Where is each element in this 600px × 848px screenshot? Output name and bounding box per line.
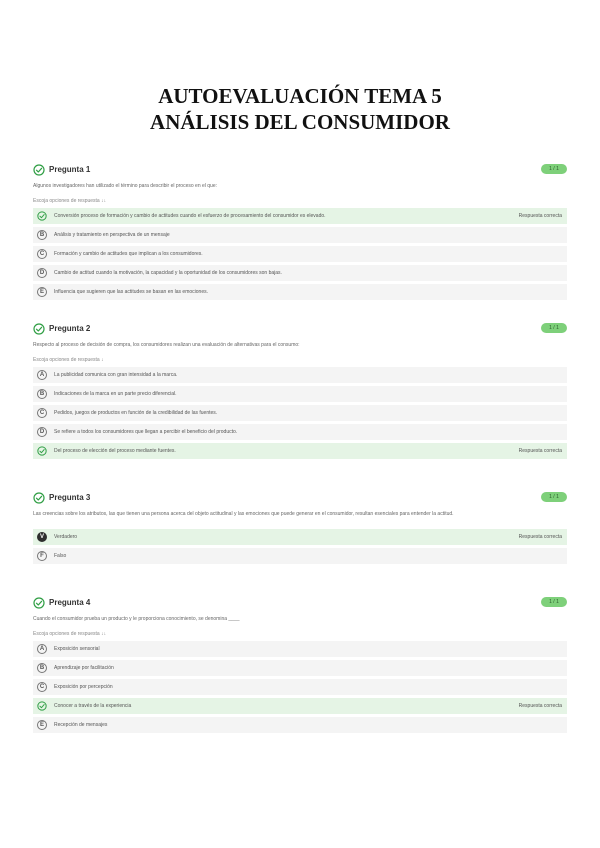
- title-line-1: AUTOEVALUACIÓN TEMA 5: [158, 84, 442, 108]
- option-text: Influencia que sugieren que las actitudes se basan en las emociones.: [54, 289, 208, 295]
- option-text: Verdadero: [54, 534, 78, 540]
- question-text: Algunos investigadores han utilizado el término para describir el proceso en el que:: [33, 183, 217, 189]
- question-4: [33, 597, 567, 736]
- question-label: Pregunta 4: [49, 598, 91, 607]
- score-badge: 1 / 1: [541, 597, 567, 607]
- answer-option[interactable]: [33, 208, 567, 224]
- question-header: [33, 597, 567, 611]
- document-title: [0, 83, 600, 135]
- correct-answer-tag: Respuesta correcta: [518, 448, 562, 454]
- options-list: [33, 529, 567, 564]
- option-letter: C: [37, 682, 47, 692]
- option-text: Se refiere a todos los consumidores que llegan a percibir el beneficio del producto.: [54, 429, 238, 435]
- question-header: [33, 164, 567, 178]
- answer-option[interactable]: [33, 405, 567, 421]
- option-text: Cambio de actitud cuando la motivación, la capacidad y la oportunidad de los consumidores son bajas.: [54, 270, 282, 276]
- option-letter: B: [37, 389, 47, 399]
- score-badge: 1 / 1: [541, 164, 567, 174]
- option-text: Exposición por percepción: [54, 684, 113, 690]
- question-label: Pregunta 2: [49, 324, 91, 333]
- option-text: Indicaciones de la marca en un parte precio diferencial.: [54, 391, 177, 397]
- answer-option[interactable]: [33, 660, 567, 676]
- options-list: [33, 641, 567, 733]
- answer-option[interactable]: [33, 284, 567, 300]
- question-label: Pregunta 1: [49, 165, 91, 174]
- option-letter: B: [37, 663, 47, 673]
- question-text: Las creencias sobre los atributos, las que tienen una persona acerca del objeto actitudinal y las emociones que puede generar en el consumidor, resultan esenciales para entender la actitud.: [33, 511, 454, 517]
- question-header: [33, 492, 567, 506]
- question-text: Cuando el consumidor prueba un producto y le proporciona conocimiento, se denomina ____: [33, 616, 240, 622]
- options-list: [33, 367, 567, 459]
- answer-option[interactable]: [33, 679, 567, 695]
- option-letter: D: [37, 268, 47, 278]
- option-text: Formación y cambio de actitudes que implican a los consumidores.: [54, 251, 203, 257]
- options-list: [33, 208, 567, 300]
- correct-check-icon: [33, 323, 45, 335]
- question-instruction: Escoja opciones de respuesta ↓: [33, 357, 104, 363]
- correct-check-icon: [33, 164, 45, 176]
- option-text: Recepción de mensajes: [54, 722, 108, 728]
- option-letter: A: [37, 370, 47, 380]
- option-text: Del proceso de elección del proceso mediante fuentes.: [54, 448, 176, 454]
- option-letter: V: [37, 532, 47, 542]
- option-letter: D: [37, 427, 47, 437]
- score-badge: 1 / 1: [541, 492, 567, 502]
- answer-option[interactable]: [33, 443, 567, 459]
- answer-option[interactable]: [33, 529, 567, 545]
- option-text: Aprendizaje por facilitación: [54, 665, 114, 671]
- answer-option[interactable]: [33, 548, 567, 564]
- question-2: [33, 323, 567, 462]
- answer-option[interactable]: [33, 227, 567, 243]
- answer-option[interactable]: [33, 424, 567, 440]
- correct-check-icon: [33, 597, 45, 609]
- question-label: Pregunta 3: [49, 493, 91, 502]
- answer-option[interactable]: [33, 641, 567, 657]
- option-text: La publicidad comunica con gran intensidad a la marca.: [54, 372, 178, 378]
- option-text: Pedidos, juegos de productos en función de la credibilidad de las fuentes.: [54, 410, 218, 416]
- question-header: [33, 323, 567, 337]
- correct-option-icon: [37, 701, 47, 711]
- option-letter: C: [37, 249, 47, 259]
- answer-option[interactable]: [33, 717, 567, 733]
- correct-option-icon: [37, 446, 47, 456]
- answer-option[interactable]: [33, 265, 567, 281]
- score-badge: 1 / 1: [541, 323, 567, 333]
- question-text: Respecto al proceso de decisión de compra, los consumidores realizan una evaluación de alternativas para el consumo:: [33, 342, 300, 348]
- correct-option-icon: [37, 211, 47, 221]
- answer-option[interactable]: [33, 367, 567, 383]
- option-letter: C: [37, 408, 47, 418]
- option-text: Falso: [54, 553, 67, 559]
- option-text: Conocer a través de la experiencia: [54, 703, 132, 709]
- option-letter: B: [37, 230, 47, 240]
- question-1: [33, 164, 567, 303]
- title-line-2: ANÁLISIS DEL CONSUMIDOR: [150, 110, 450, 134]
- question-3: [33, 492, 567, 567]
- correct-check-icon: [33, 492, 45, 504]
- question-instruction: Escoja opciones de respuesta ↓↓: [33, 631, 107, 637]
- option-letter: E: [37, 720, 47, 730]
- option-text: Análisis y tratamiento en perspectiva de un mensaje: [54, 232, 170, 238]
- answer-option[interactable]: [33, 386, 567, 402]
- option-letter: A: [37, 644, 47, 654]
- correct-answer-tag: Respuesta correcta: [518, 534, 562, 540]
- option-text: Exposición sensorial: [54, 646, 100, 652]
- option-text: Conversión proceso de formación y cambio de actitudes cuando el esfuerzo de procesamiento del consumidor es elevado.: [54, 213, 326, 219]
- correct-answer-tag: Respuesta correcta: [518, 213, 562, 219]
- option-letter: F: [37, 551, 47, 561]
- answer-option[interactable]: [33, 698, 567, 714]
- question-instruction: Escoja opciones de respuesta ↓↓: [33, 198, 107, 204]
- correct-answer-tag: Respuesta correcta: [518, 703, 562, 709]
- option-letter: E: [37, 287, 47, 297]
- answer-option[interactable]: [33, 246, 567, 262]
